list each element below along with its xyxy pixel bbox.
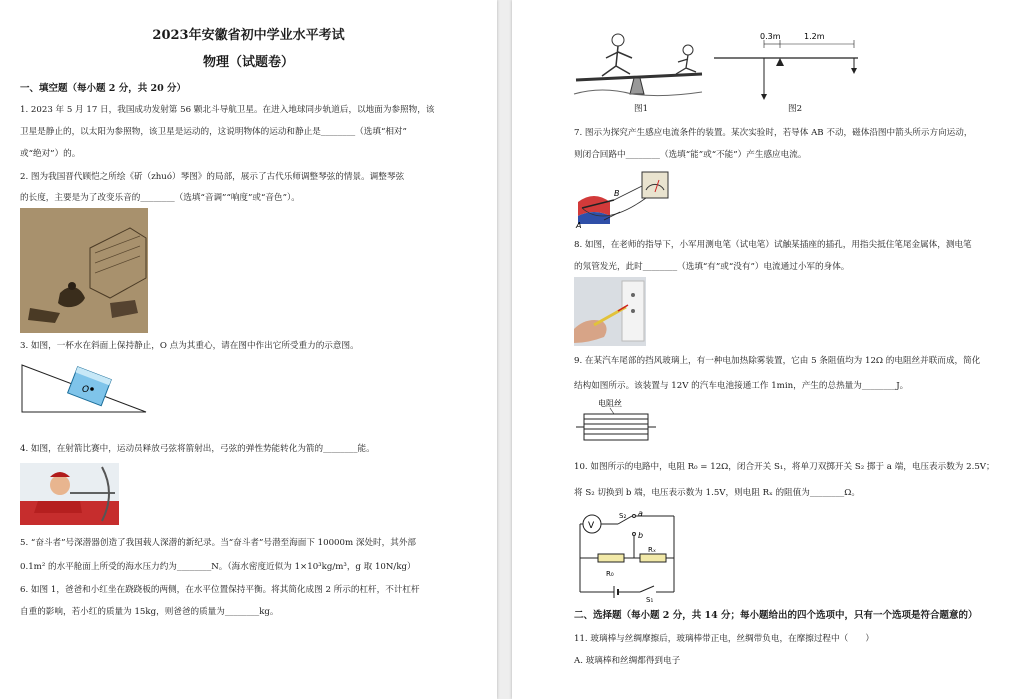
center-of-gravity-label: O [82,385,90,395]
exam-subtitle: 物理（试题卷） [202,55,294,70]
induction-label-b: B [614,189,620,198]
q6-line-2: 自重的影响，若小红的质量为 15kg，则爸爸的质量为________kg。 [20,607,279,617]
incline-cup-figure [20,360,150,415]
q10-line-2: 将 S₂ 切换到 b 端，电压表示数为 1.5V，则电阻 Rₓ 的阻值为________Ω。 [574,488,860,498]
figure-1-caption: 图1 [634,104,649,114]
resistor-rx-label: Rₓ [648,546,656,554]
lever-figure-2 [708,30,870,102]
switch-s1-label: S₁ [646,596,654,602]
q5-line-1: 5. “奋斗者”号深潜器创造了我国载人深潜的新纪录。当“奋斗者”号潜至海面下 10000m 深处时，其外部 [20,538,417,548]
seesaw-figure-1 [572,28,712,100]
induction-label-a: A [576,221,582,230]
test-pen-photo [574,277,646,346]
ancient-painting-image [20,208,148,333]
q8-line-1: 8. 如图，在老师的指导下，小军用测电笔（试电笔）试触某插座的插孔，用指尖抵住笔尾金属体，测电笔 [574,240,972,250]
q9-line-2: 结构如图所示。该装置与 12V 的汽车电池接通工作 1min，产生的总热量为________J。 [574,381,909,391]
exam-title: 2023年安徽省初中学业水平考试 [152,28,345,43]
defogger-resistor-figure [574,396,664,446]
switch-s2-label: S₂ [619,512,627,520]
q3-text: 3. 如图，一杯水在斜面上保持静止，O 点为其重心，请在图中作出它所受重力的示意图。 [20,341,359,351]
q11-text: 11. 玻璃棒与丝绸摩擦后，玻璃棒带正电，丝绸带负电，在摩擦过程中（ ） [574,634,874,644]
q1-line-2: 卫星是静止的，以太阳为参照物，该卫星是运动的，这说明物体的运动和静止是________（选填“相对” [20,127,407,137]
figure-2-caption: 图2 [788,104,803,114]
lever-length-1: 0.3m [760,32,781,41]
q1-line-1: 1. 2023 年 5 月 17 日，我国成功发射第 56 颗北斗导航卫星。在进入地球同步轨道后，以地面为参照物，该 [20,105,435,115]
q4-text: 4. 如图，在射箭比赛中，运动员释放弓弦将箭射出，弓弦的弹性势能转化为箭的________能。 [20,444,375,454]
voltmeter-label: V [588,521,595,531]
resistor-wire-label: 电阻丝 [598,399,622,408]
terminal-b-label: b [638,531,644,540]
q5-line-2: 0.1m² 的水平舱面上所受的海水压力约为________N。（海水密度近似为 1×10³kg/m³，g 取 10N/kg） [20,562,416,572]
q6-line-1: 6. 如图 1，爸爸和小红坐在跷跷板的两侧，在水平位置保持平衡。将其简化成图 2 所示的杠杆，不计杠杆 [20,585,420,595]
circuit-figure [574,506,684,602]
resistor-r0-label: R₀ [606,570,614,578]
q1-line-3: 或“绝对”）的。 [20,149,81,159]
exam-page-right [512,0,1024,699]
q9-line-1: 9. 在某汽车尾部的挡风玻璃上，有一种电加热除雾装置，它由 5 条阻值均为 12Ω 的电阻丝并联而成，简化 [574,356,981,366]
section-heading-multiple-choice: 二、选择题（每小题 2 分，共 14 分；每小题给出的四个选项中，只有一个选项是符合题意的） [574,610,978,621]
q10-line-1: 10. 如图所示的电路中，电阻 R₀ = 12Ω，闭合开关 S₁，将单刀双掷开关 S₂ 掷于 a 端，电压表示数为 2.5V； [574,462,995,472]
q8-line-2: 的氖管发光，此时________（选填“有”或“没有”）电流通过小军的身体。 [574,262,850,272]
induction-apparatus-figure [574,168,684,230]
q2-line-1: 2. 图为我国晋代顾恺之所绘《斫（zhuó）琴图》的局部，展示了古代乐师调整琴弦的情景。调整琴弦 [20,172,405,182]
section-heading-fill-blank: 一、填空题（每小题 2 分，共 20 分） [20,83,187,94]
q7-line-2: 则闭合回路中________（选填“能”或“不能”）产生感应电流。 [574,150,807,160]
exam-page-left [0,0,497,699]
archer-image [20,463,119,525]
q7-line-1: 7. 图示为探究产生感应电流条件的装置。某次实验时，若导体 AB 不动，磁体沿图中箭头所示方向运动， [574,128,973,138]
lever-length-2: 1.2m [804,32,825,41]
terminal-a-label: a [638,509,643,518]
q11-option-a: A. 玻璃棒和丝绸都得到电子 [574,656,681,666]
q2-line-2: 的长度，主要是为了改变乐音的________（选填“音调”“响度”或“音色”）。 [20,193,300,203]
